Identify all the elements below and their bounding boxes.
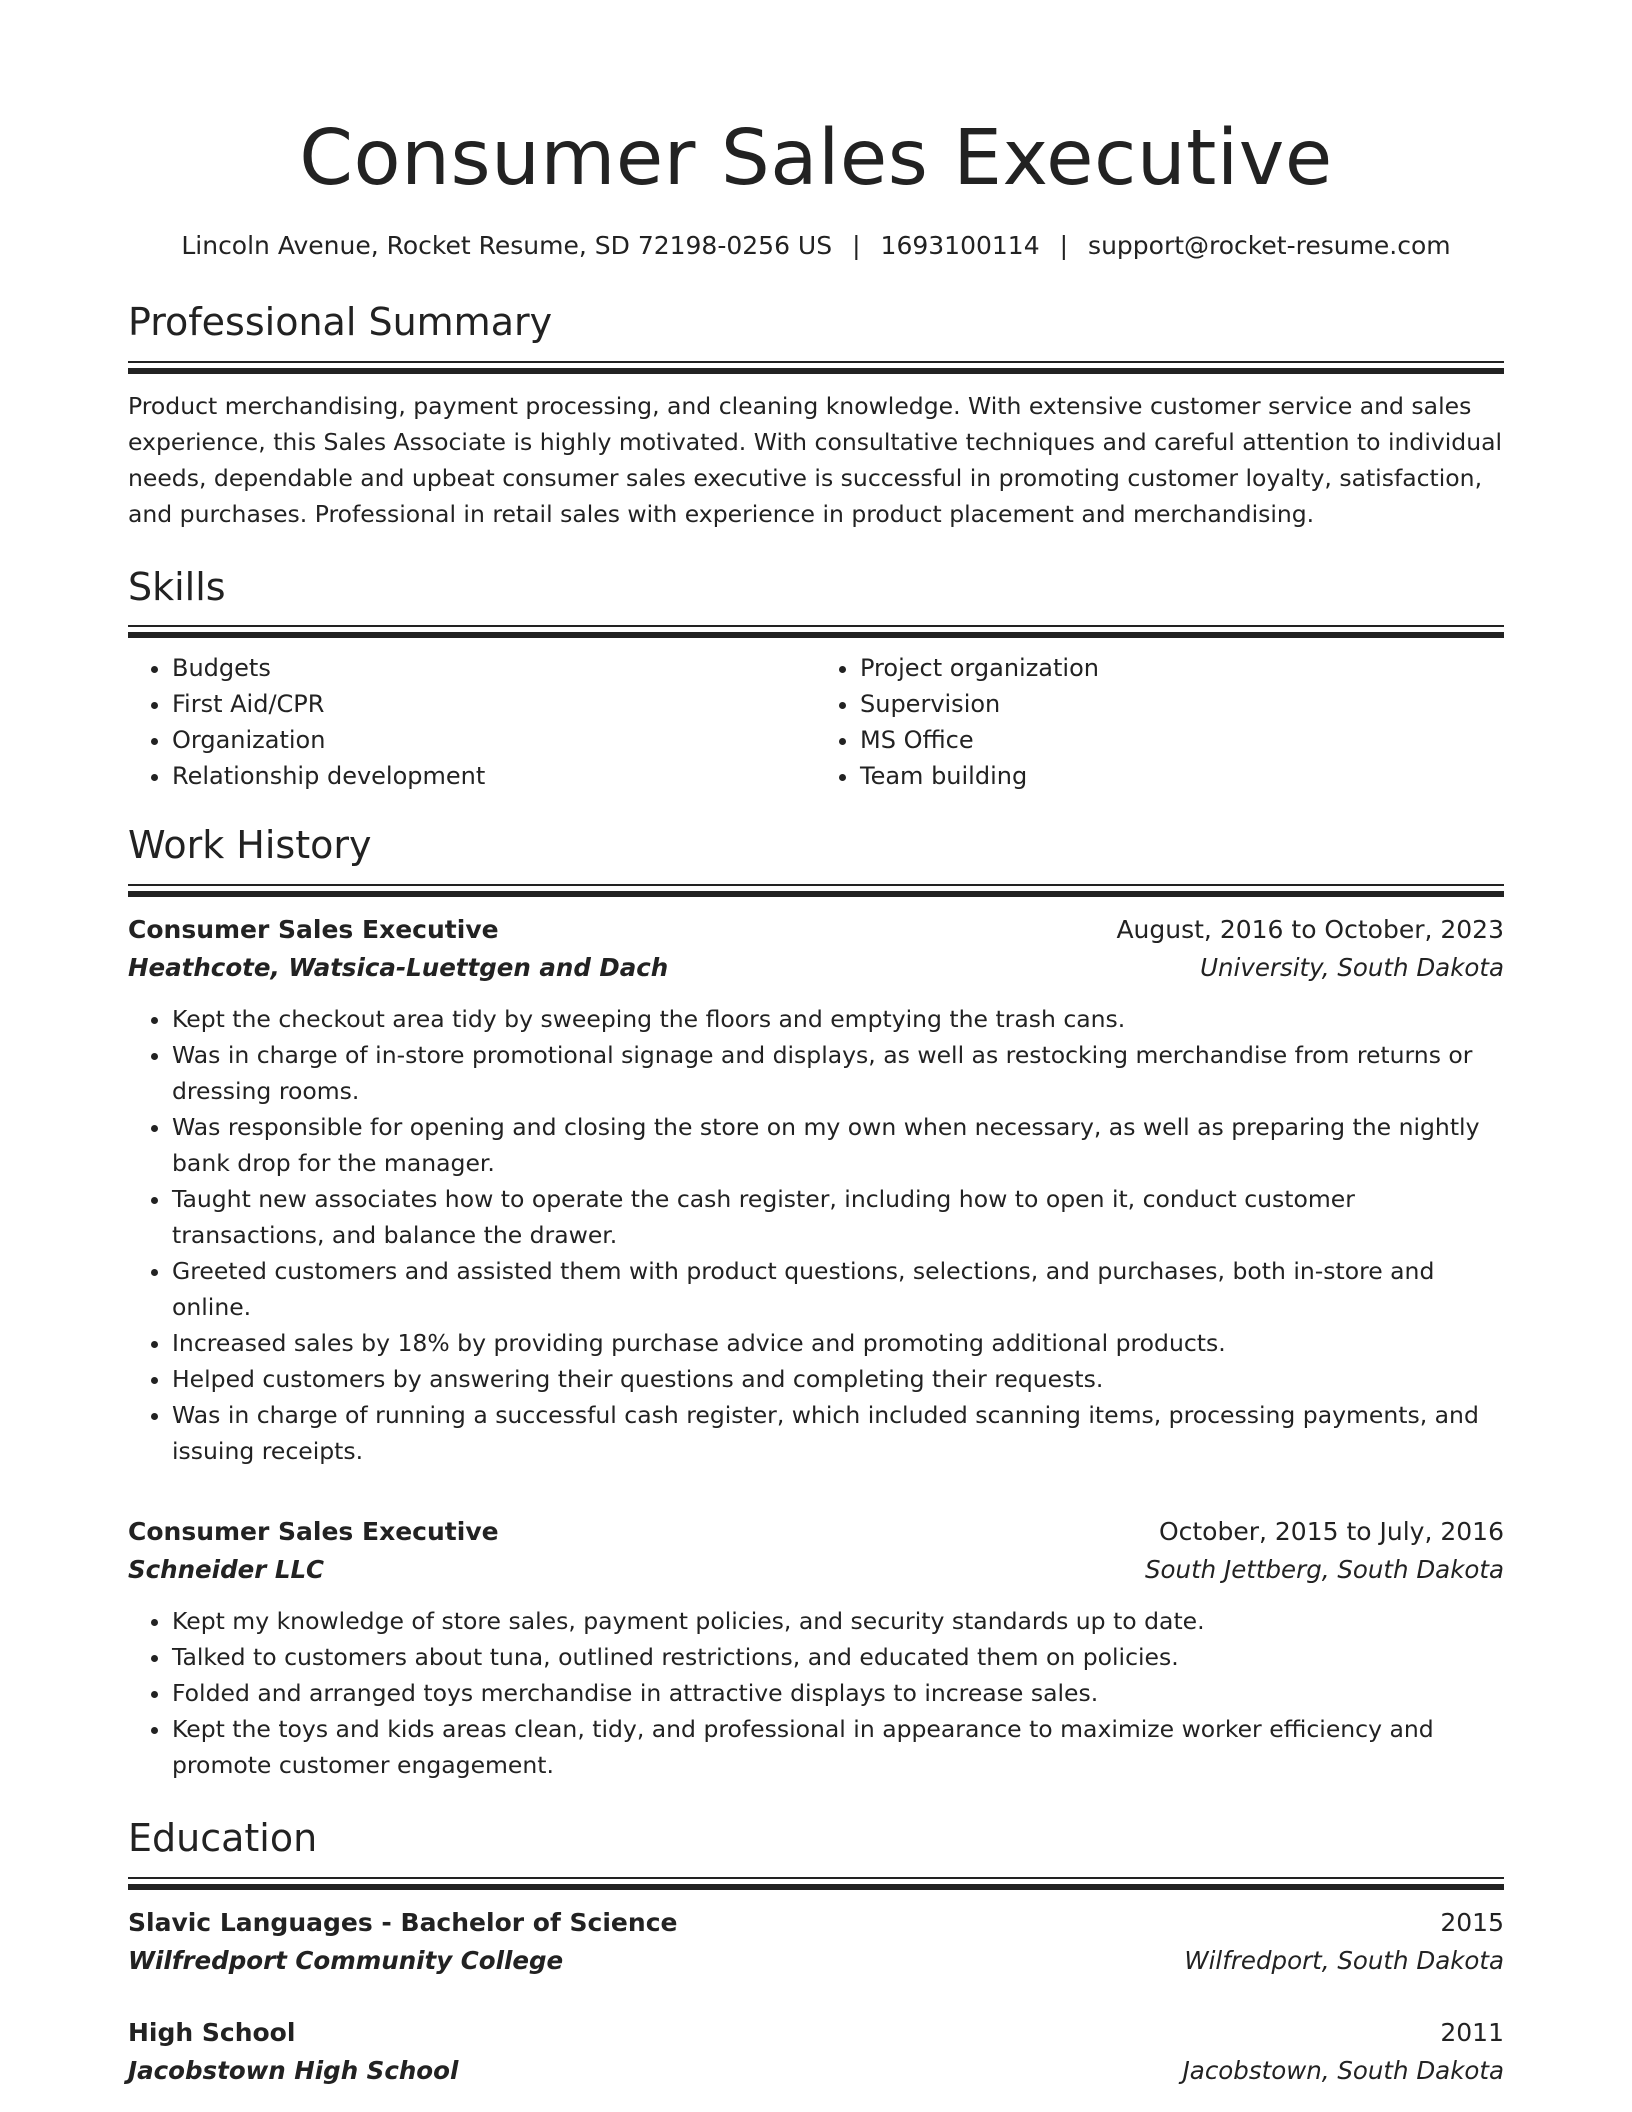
- job-bullet: • Talked to customers about tuna, outlined restrictions, and educated them on policies.: [172, 1639, 1504, 1675]
- work-section: [128, 824, 1504, 1783]
- job-location: South Jettberg, South Dakota: [1145, 1555, 1504, 1585]
- job-bullets: [128, 1603, 1504, 1783]
- skills-list-left: [128, 650, 816, 794]
- skill-item: • Project organization: [860, 650, 1504, 686]
- education-degree: High School: [128, 2017, 296, 2047]
- education-subheader: [128, 2052, 1504, 2090]
- section-divider: [128, 1877, 1504, 1890]
- job-header: [128, 911, 1504, 949]
- job-subheader: [128, 1551, 1504, 1589]
- job-bullet: • Kept the toys and kids areas clean, tidy, and professional in appearance to maximize worker efficiency and promote customer engagement.: [172, 1711, 1504, 1783]
- job-title: Consumer Sales Executive: [128, 1517, 499, 1547]
- job-company: Schneider LLC: [128, 1555, 325, 1585]
- job-entry: [128, 911, 1504, 1469]
- job-location: University, South Dakota: [1200, 953, 1504, 983]
- section-title-education: Education: [128, 1816, 318, 1861]
- contact-address: Lincoln Avenue, Rocket Resume, SD 72198-0256 US: [181, 231, 833, 260]
- job-bullet: • Helped customers by answering their questions and completing their requests.: [172, 1361, 1504, 1397]
- summary-text: Product merchandising, payment processing, and cleaning knowledge. With extensive customer service and sales experience, this Sales Associate is highly motivated. With consultative techniques and careful attention to individual needs, dependable and upbeat consumer sales executive is successful in promoting customer loyalty, satisfaction, and purchases. Professional in retail sales with experience in product placement and merchandising.: [128, 391, 1503, 528]
- education-header: [128, 2014, 1504, 2052]
- resume-name: Consumer Sales Executive: [299, 114, 1333, 203]
- job-bullet: • Kept my knowledge of store sales, payment policies, and security standards up to date.: [172, 1603, 1504, 1639]
- skill-item: • MS Office: [860, 722, 1504, 758]
- section-divider: [128, 625, 1504, 638]
- education-year: 2015: [1440, 1907, 1504, 1937]
- job-bullet: • Increased sales by 18% by providing purchase advice and promoting additional products.: [172, 1325, 1504, 1361]
- contact-separator: |: [852, 231, 861, 260]
- education-degree: Slavic Languages - Bachelor of Science: [128, 1907, 678, 1937]
- section-divider: [128, 361, 1504, 374]
- job-subheader: [128, 949, 1504, 987]
- skills-columns: [128, 650, 1504, 794]
- education-subheader: [128, 1942, 1504, 1980]
- contact-email: support@rocket-resume.com: [1088, 231, 1451, 260]
- job-bullet: • Greeted customers and assisted them with product questions, selections, and purchases, both in-store and online.: [172, 1253, 1504, 1325]
- job-company: Heathcote, Watsica-Luettgen and Dach: [128, 953, 669, 983]
- education-entry: [128, 2014, 1504, 2090]
- section-title-summary: Professional Summary: [128, 300, 553, 344]
- job-bullet: • Folded and arranged toys merchandise in attractive displays to increase sales.: [172, 1675, 1504, 1711]
- education-year: 2011: [1440, 2017, 1504, 2047]
- skill-item: • First Aid/CPR: [172, 686, 816, 722]
- job-bullets: [128, 1001, 1504, 1469]
- section-title-skills: Skills: [128, 564, 226, 609]
- contact-line: [128, 231, 1504, 261]
- job-bullet: • Was in charge of running a successful cash register, which included scanning items, processing payments, and issuing receipts.: [172, 1397, 1504, 1469]
- job-header: [128, 1513, 1504, 1551]
- education-location: Jacobstown, South Dakota: [1182, 2055, 1504, 2085]
- skill-item: • Supervision: [860, 686, 1504, 722]
- education-school: Wilfredport Community College: [128, 1945, 564, 1975]
- education-section: [128, 1817, 1504, 2090]
- contact-separator: |: [1059, 231, 1069, 260]
- job-bullet: • Kept the checkout area tidy by sweeping the floors and emptying the trash cans.: [172, 1001, 1504, 1037]
- skill-item: • Organization: [172, 722, 816, 758]
- job-entry: [128, 1513, 1504, 1783]
- education-entry: [128, 1904, 1504, 1980]
- job-dates: August, 2016 to October, 2023: [1116, 915, 1504, 945]
- section-divider: [128, 884, 1504, 897]
- job-bullet: • Was in charge of in-store promotional signage and displays, as well as restocking merchandise from returns or dressing rooms.: [172, 1037, 1504, 1109]
- education-location: Wilfredport, South Dakota: [1184, 1945, 1504, 1975]
- section-title-work: Work History: [128, 823, 372, 868]
- skill-item: • Team building: [860, 758, 1504, 794]
- summary-section: [128, 301, 1504, 532]
- job-bullet: • Taught new associates how to operate the cash register, including how to open it, conduct customer transactions, and balance the drawer.: [172, 1181, 1504, 1253]
- contact-phone: 1693100114: [880, 231, 1040, 260]
- skills-section: [128, 566, 1504, 795]
- skills-list-right: [816, 650, 1504, 794]
- skill-item: • Budgets: [172, 650, 816, 686]
- skill-item: • Relationship development: [172, 758, 816, 794]
- job-dates: October, 2015 to July, 2016: [1158, 1517, 1504, 1547]
- job-bullet: • Was responsible for opening and closing the store on my own when necessary, as well as preparing the nightly bank drop for the manager.: [172, 1109, 1504, 1181]
- job-title: Consumer Sales Executive: [128, 915, 499, 945]
- education-school: Jacobstown High School: [128, 2055, 459, 2085]
- education-header: [128, 1904, 1504, 1942]
